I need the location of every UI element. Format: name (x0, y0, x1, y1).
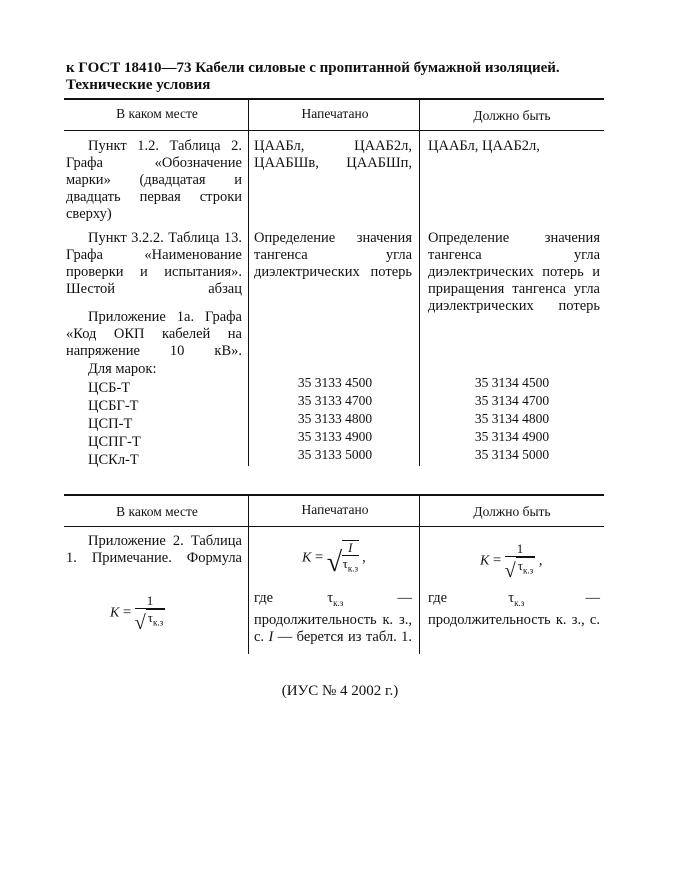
table2-where: Приложение 2. Таблица 1. Примечание. Формула (66, 533, 242, 566)
formula-fraction (505, 542, 535, 581)
mark-item: ЦСБГ-Т (88, 398, 139, 414)
table2-header-rule (64, 526, 604, 527)
code-item: 35 3134 4500 (474, 375, 550, 390)
formula-eq: = (314, 549, 324, 566)
formula-numerator: I (348, 540, 353, 555)
printed-note: где $\tau_{к.з}$ — продолжительность к. з., с. I — берется из табл. 1. (254, 590, 413, 645)
row2-where: Пункт 3.2.2. Таблица 13. Графа «Наименование проверки и испытания». Шестой абзац (66, 230, 242, 297)
table2-col-divider-2 (419, 494, 420, 654)
code-item: 35 3134 5000 (474, 447, 550, 462)
code-item: 35 3133 5000 (297, 447, 373, 462)
formula-numerator: 1 (146, 593, 154, 608)
formula-comma: , (362, 549, 366, 566)
mark-item: ЦСКл-Т (88, 452, 139, 468)
formula-k: K (302, 550, 312, 566)
formula-should-be (480, 542, 542, 581)
row2-should-be: Определение значения тангенса угла диэлектрических потерь и приращения тангенса угла диэлектрических потерь (428, 230, 600, 314)
row2-printed: Определение значения тангенса угла диэлектрических потерь (254, 230, 412, 280)
formula-comma: , (538, 552, 543, 569)
footer-source: (ИУС № 4 2002 г.) (281, 683, 399, 699)
table1-header-should-be: Должно быть (473, 108, 551, 123)
formula-numerator: 1 (516, 541, 524, 556)
table1-header-printed: Напечатано (301, 106, 369, 121)
table1-header-where: В каком месте (116, 106, 198, 121)
formula-eq: = (492, 552, 502, 569)
formula-k: K (480, 553, 490, 569)
sqrt-symbol: √ $\frac{I}{\tau_{к.з}}$ (326, 540, 359, 578)
row3-where: Приложение 1а. Графа «Код ОКП кабелей на напряжение 10 кВ». (66, 309, 242, 359)
row3-printed-codes (250, 374, 420, 464)
document-title: к ГОСТ 18410—73 Кабели силовые с пропитанной бумажной изоляцией. Технические условия (66, 60, 560, 93)
table1-col-divider-1 (248, 98, 249, 466)
table2-col-divider-1 (248, 494, 249, 654)
code-item: 35 3134 4700 (474, 393, 550, 408)
formula-eq: = (122, 604, 132, 621)
should-be-note: где $\tau_{к.з}$ — продолжительность к. з., с. (428, 590, 600, 628)
table1-top-rule (64, 98, 604, 100)
mark-item: ЦСБ-Т (88, 380, 131, 396)
table2-header-where: В каком месте (116, 504, 198, 519)
code-item: 35 3133 4800 (297, 411, 373, 426)
formula-k: K (110, 605, 120, 621)
table2-header-should-be: Должно быть (473, 504, 551, 519)
sqrt-symbol: √ $\tau_{к.з}$ (504, 558, 534, 582)
row1-printed: ЦААБл, ЦААБ2л, ЦААБШв, ЦААБШп, (254, 138, 412, 171)
mark-item: ЦСП-Т (88, 416, 133, 432)
row1-should-be: ЦААБл, ЦААБ2л, (428, 138, 540, 154)
code-item: 35 3134 4900 (474, 429, 550, 444)
row3-marks-list (88, 379, 238, 469)
code-item: 35 3133 4500 (297, 375, 373, 390)
code-item: 35 3133 4900 (297, 429, 373, 444)
formula-fraction (135, 594, 165, 633)
formula-where (110, 594, 165, 633)
table1-header-rule (64, 130, 604, 131)
row3-should-be-codes (420, 374, 604, 464)
row3-for-marks: Для марок: (88, 361, 157, 377)
code-item: 35 3134 4800 (474, 411, 550, 426)
table2-top-rule (64, 494, 604, 496)
row1-where: Пункт 1.2. Таблица 2. Графа «Обозначение марки» (двадцатая и двадцать первая строки сверху) (66, 138, 242, 222)
code-item: 35 3133 4700 (297, 393, 373, 408)
table2-header-printed: Напечатано (301, 502, 369, 517)
mark-item: ЦСПГ-Т (88, 434, 141, 450)
formula-printed (302, 540, 366, 577)
sqrt-symbol: √ $\tau_{к.з}$ (134, 610, 164, 634)
